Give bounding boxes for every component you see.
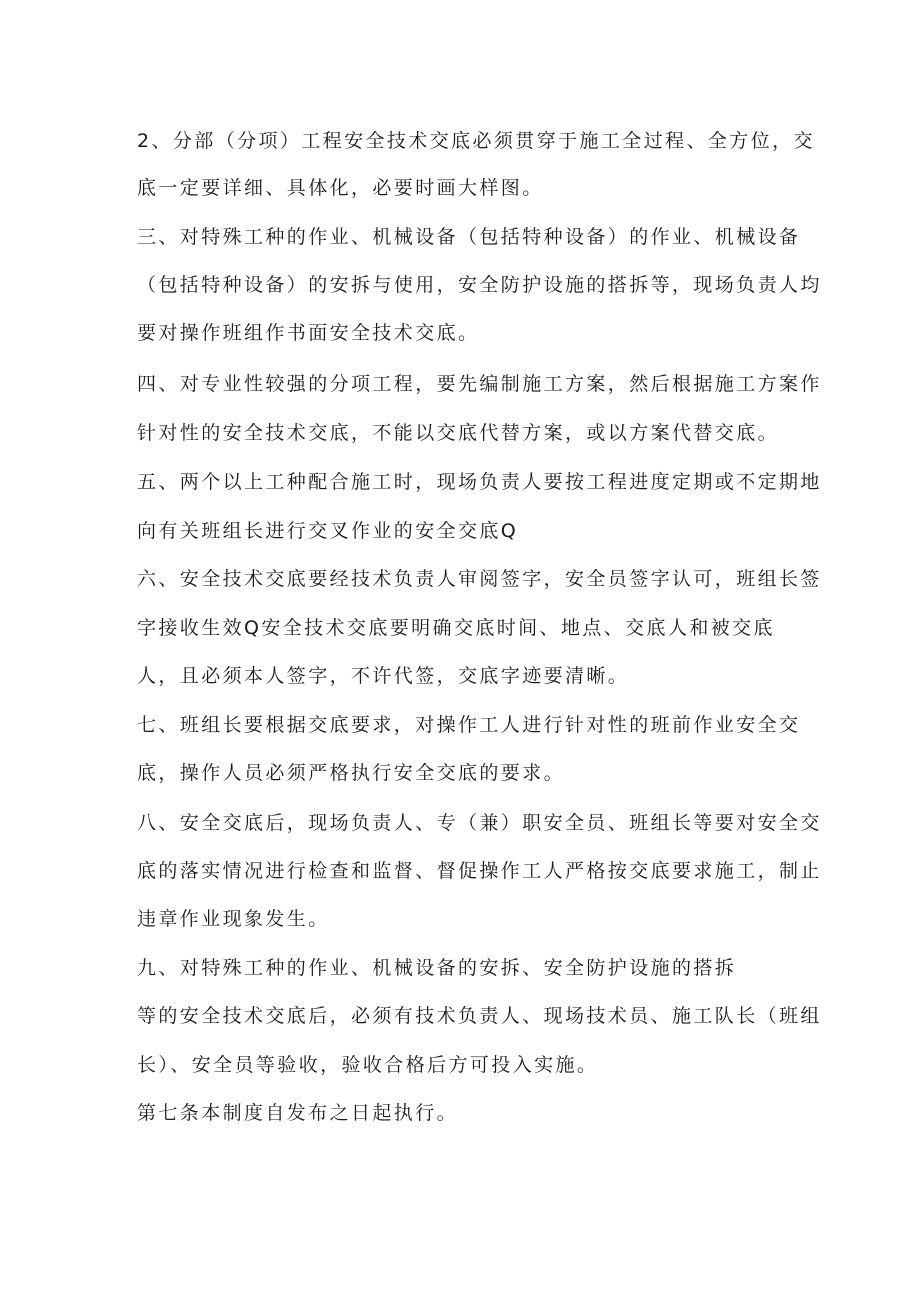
text-line: 人，且必须本人签字，不许代签，交底字迹要清晰。 <box>137 665 630 687</box>
text-line: 长）、安全员等验收，验收合格后方可投入实施。 <box>137 1054 599 1076</box>
text-line: 三、对特殊工种的作业、机械设备（包括特种设备）的作业、机械设备 <box>137 226 801 248</box>
text-line: 五、两个以上工种配合施工时，现场负责人要按工程进度定期或不定期地 <box>137 471 822 493</box>
text-line: 底，操作人员必须严格执行安全交底的要求。 <box>137 762 566 784</box>
text-line: 针对性的安全技术交底，不能以交底代替方案，或以方案代替交底。 <box>137 422 780 444</box>
text-line: （包括特种设备）的安拆与使用，安全防护设施的搭拆等，现场负责人均 <box>137 274 822 296</box>
text-line: 2、分部（分项）工程安全技术交底必须贯穿于施工全过程、全方位，交 <box>137 130 815 152</box>
text-line: 底一定要详细、具体化，必要时画大样图。 <box>137 177 544 199</box>
text-line: 等的安全技术交底后，必须有技术负责人、现场技术员、施工队长（班组 <box>137 1005 822 1027</box>
text-line: 违章作业现象发生。 <box>137 908 330 930</box>
text-line: 第七条本制度自发布之日起执行。 <box>137 1102 459 1124</box>
text-line: 底的落实情况进行检查和监督、督促操作工人严格按交底要求施工，制止 <box>137 860 822 882</box>
text-line: 九、对特殊工种的作业、机械设备的安拆、安全防护设施的搭拆 <box>137 957 737 979</box>
text-line: 要对操作班组作书面安全技术交底。 <box>137 322 480 344</box>
text-line: 向有关班组长进行交叉作业的安全交底Q <box>137 520 519 542</box>
text-line: 八、安全交底后，现场负责人、专（兼）职安全员、班组长等要对安全交 <box>137 812 822 834</box>
text-line: 七、班组长要根据交底要求，对操作工人进行针对性的班前作业安全交 <box>137 714 801 736</box>
text-line: 字接收生效Q安全技术交底要明确交底时间、地点、交底人和被交底 <box>137 617 775 639</box>
text-line: 六、安全技术交底要经技术负责人审阅签字，安全员签字认可，班组长签 <box>137 568 822 590</box>
text-line: 四、对专业性较强的分项工程，要先编制施工方案，然后根据施工方案作 <box>137 373 822 395</box>
